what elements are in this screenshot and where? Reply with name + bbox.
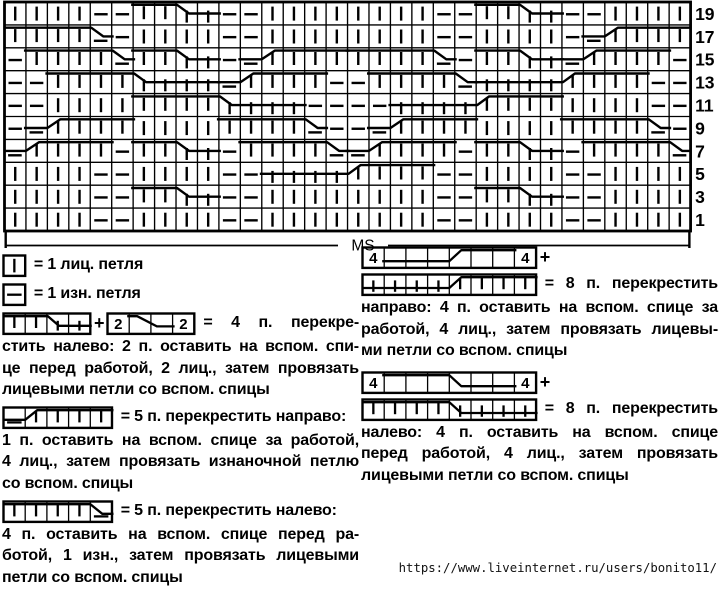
cable5-left-icon	[2, 500, 114, 524]
legend-text-line: налево: 4 п. оставить на вспом. спице	[361, 423, 718, 441]
legend-left-column	[2, 254, 359, 593]
legend-label-knit: = 1 лиц. петля	[33, 256, 144, 273]
legend-text-line: направо: 4 п. оставить на вспом. спице за	[361, 299, 718, 316]
legend-item-purl	[2, 283, 359, 307]
cable8-left-top-icon	[361, 371, 538, 395]
svg-text:4: 4	[369, 249, 378, 267]
cable8-right-top-icon	[361, 246, 538, 270]
svg-text:MS: MS	[351, 237, 375, 253]
legend-text-line: работой, 4 лиц., затем провязать лицевы-	[361, 320, 718, 338]
legend-item-cable8-left	[361, 371, 718, 487]
legend-text-line: = 8 п. перекрестить	[544, 399, 718, 417]
svg-text:2: 2	[114, 316, 123, 333]
legend-item-cable4	[2, 312, 359, 401]
svg-text:19: 19	[695, 3, 715, 24]
legend-text-line: = 5 п. перекрестить налево:	[120, 501, 337, 519]
knitting-chart	[0, 0, 720, 253]
svg-text:7: 7	[695, 141, 705, 162]
svg-text:15: 15	[695, 49, 715, 70]
purl-stitch-icon	[2, 283, 27, 307]
legend-text-line: со вспом. спицы	[2, 474, 134, 492]
legend-text-line: це перед работой, 2 лиц., затем провязать	[2, 359, 359, 377]
svg-text:4: 4	[369, 374, 378, 392]
legend-text-line: = 8 п. перекрестить	[544, 275, 718, 292]
legend-text-line: ми петли со вспом. спицы	[361, 342, 568, 360]
legend-right-column	[361, 246, 718, 492]
svg-text:5: 5	[695, 164, 705, 185]
plus-sign: +	[539, 371, 551, 392]
legend-item-knit	[2, 254, 359, 278]
plus-sign: +	[539, 247, 551, 267]
cable8-right-bottom-icon	[361, 273, 538, 297]
svg-text:13: 13	[695, 72, 715, 93]
svg-text:2: 2	[179, 316, 188, 333]
legend-text-line: ботой, 1 изн., затем провязать лицевыми	[2, 547, 359, 565]
svg-text:17: 17	[695, 26, 715, 47]
legend-label-purl: = 1 изн. петля	[33, 285, 141, 302]
legend-text-line: 4 п. оставить на вспом. спице перед ра-	[2, 525, 359, 543]
svg-text:4: 4	[521, 374, 530, 392]
cable5-right-icon	[2, 406, 114, 430]
svg-text:9: 9	[695, 118, 705, 139]
svg-text:4: 4	[521, 249, 530, 267]
legend-text-line: петли со вспом. спицы	[2, 568, 183, 586]
legend-item-cable5-left	[2, 500, 359, 589]
legend-text-line: стить налево: 2 п. оставить на вспом. спи-	[2, 338, 359, 355]
cable4-alt-icon	[106, 312, 196, 336]
cable4-chart-icon	[2, 312, 92, 336]
knit-stitch-icon	[2, 254, 27, 278]
legend-item-cable5-right	[2, 406, 359, 495]
plus-sign: +	[94, 313, 105, 333]
cable8-left-bottom-icon	[361, 398, 538, 422]
legend-item-cable8-right	[361, 246, 718, 362]
legend-text-line: лицевыми петли со вспом. спицы	[361, 466, 629, 484]
svg-text:3: 3	[695, 187, 705, 208]
svg-text:11: 11	[695, 95, 714, 116]
legend-text-line: 1 п. оставить на вспом. спице за работой,	[2, 431, 359, 449]
legend-text-line: = 4 п. перекре-	[203, 314, 359, 331]
legend-text-line: = 5 п. перекрестить направо:	[120, 407, 347, 425]
legend-text-line: 4 лиц., затем провязать изнаночной петлю	[2, 453, 359, 471]
legend-text-line: лицевыми петли со вспом. спицы	[2, 381, 270, 399]
svg-text:1: 1	[695, 209, 705, 230]
source-url[interactable]: https://www.liveinternet.ru/users/bonito11/	[398, 561, 717, 575]
legend-text-line: перед работой, 4 лиц., затем провязать	[361, 445, 718, 463]
